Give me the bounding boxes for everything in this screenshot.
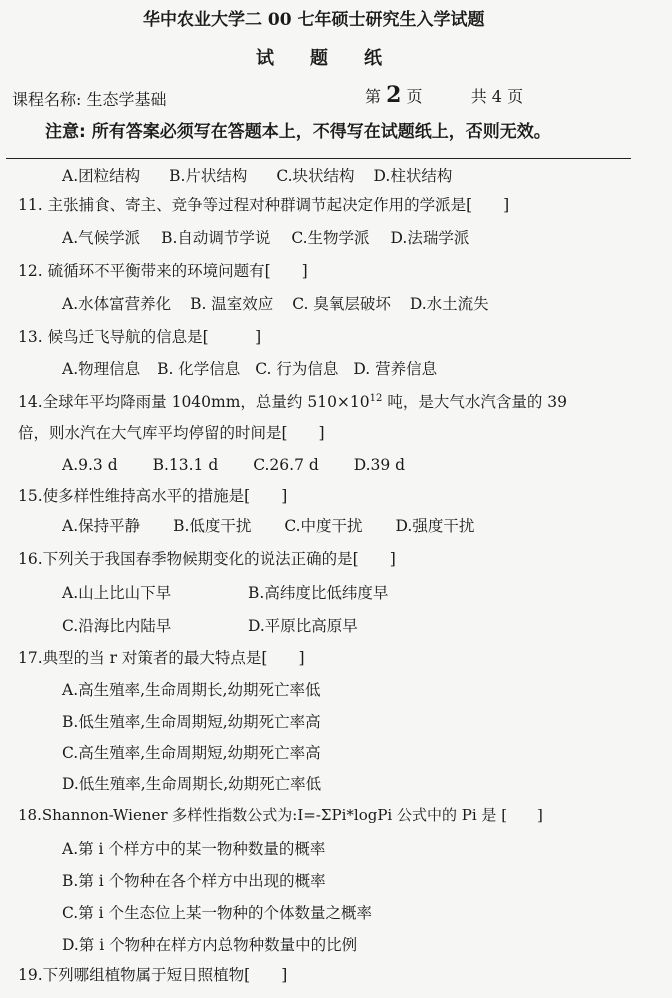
question-13: 13. 候鸟迁飞导航的信息是[ ] (18, 328, 262, 346)
q14-option-a: A.9.3 d (62, 456, 118, 474)
q11-option-b: B.自动调节学说 (161, 229, 271, 247)
q18-option-a: A.第 i 个样方中的某一物种数量的概率 (62, 840, 326, 858)
header-divider (6, 158, 631, 159)
q17-option-c: C.高生殖率,生命周期短,幼期死亡率高 (62, 744, 321, 762)
q12-option-b: B. 温室效应 (190, 295, 274, 313)
notice: 注意: 所有答案必须写在答题本上，不得写在试题纸上，否则无效。 (45, 122, 551, 142)
question-17: 17.典型的当 r 对策者的最大特点是[ ] (18, 649, 305, 667)
q13-option-d: D. 营养信息 (353, 360, 438, 378)
q15-option-a: A.保持平静 (62, 517, 141, 535)
page-current: 2 (386, 82, 402, 108)
question-14-line-1 (18, 394, 567, 411)
q13-option-b: B. 化学信息 (157, 360, 241, 378)
q10-option-a: A.团粒结构 (62, 167, 141, 185)
q15-options (62, 519, 474, 535)
q10-option-c: C.块状结构 (276, 167, 355, 185)
q11-option-a: A.气候学派 (62, 229, 141, 247)
page-prefix: 第 (365, 87, 382, 106)
q17-option-d: D.低生殖率,生命周期长,幼期死亡率低 (62, 775, 322, 793)
question-12: 12. 硫循环不平衡带来的环境问题有[ ] (18, 262, 308, 280)
q10-options (62, 169, 452, 185)
question-18: 18.Shannon-Wiener 多样性指数公式为:I=-ΣPi*logPi 公式中的 Pi 是 [ ] (18, 806, 543, 824)
page-indicator (365, 84, 523, 106)
page-total: 共 4 页 (470, 87, 524, 106)
q14-text-b: 吨，是大气水汽含量的 39 (382, 393, 567, 412)
q16-option-a: A.山上比山下早 (62, 584, 172, 602)
question-16: 16.下列关于我国春季物候期变化的说法正确的是[ ] (18, 550, 396, 568)
q17-option-b: B.低生殖率,生命周期短,幼期死亡率高 (62, 713, 321, 731)
q10-option-b: B.片状结构 (169, 167, 248, 185)
question-14-line-2: 倍，则水汽在大气库平均停留的时间是[ ] (18, 424, 325, 442)
university-title: 华中农业大学二 00 七年硕士研究生入学试题 (143, 10, 485, 30)
q15-option-c: C.中度干扰 (284, 517, 363, 535)
q14-option-b: B.13.1 d (152, 456, 219, 474)
q10-option-d: D.柱状结构 (373, 167, 453, 185)
q15-option-d: D.强度干扰 (395, 517, 475, 535)
q11-options (62, 231, 469, 247)
q11-option-c: C.生物学派 (291, 229, 370, 247)
q15-option-b: B.低度干扰 (173, 517, 252, 535)
q12-option-d: D.水土流失 (409, 295, 489, 313)
course-label: 课程名称: 生态学基础 (12, 90, 167, 109)
q13-option-c: C. 行为信息 (255, 360, 339, 378)
q14-exponent: 12 (369, 393, 383, 404)
paper-title: 试 题 纸 (256, 48, 382, 69)
q12-option-a: A.水体富营养化 (62, 295, 172, 313)
q18-option-d: D.第 i 个物种在样方内总物种数量中的比例 (62, 936, 358, 954)
page-mid: 页 (406, 87, 423, 106)
q11-option-d: D.法瑞学派 (390, 229, 470, 247)
q18-option-c: C.第 i 个生态位上某一物种的个体数量之概率 (62, 904, 373, 922)
q17-option-a: A.高生殖率,生命周期长,幼期死亡率低 (62, 681, 321, 699)
q14-option-d: D.39 d (353, 456, 406, 474)
q16-option-c: C.沿海比内陆早 (62, 617, 172, 635)
q18-option-b: B.第 i 个物种在各个样方中出现的概率 (62, 872, 326, 890)
q13-option-a: A.物理信息 (62, 360, 141, 378)
question-19: 19.下列哪组植物属于短日照植物[ ] (18, 966, 288, 984)
q16-option-b: B.高纬度比低纬度早 (248, 584, 389, 602)
question-15: 15.使多样性维持高水平的措施是[ ] (18, 487, 288, 505)
q13-options (62, 362, 437, 378)
question-11: 11. 主张捕食、寄主、竞争等过程对种群调节起决定作用的学派是[ ] (18, 196, 510, 214)
q16-option-d: D.平原比高原早 (248, 617, 358, 635)
q12-options (62, 297, 489, 313)
q14-option-c: C.26.7 d (253, 456, 319, 474)
q14-options (62, 458, 405, 474)
q14-text-a: 14.全球年平均降雨量 1040mm，总量约 510×10 (18, 393, 370, 412)
q12-option-c: C. 臭氧层破坏 (292, 295, 391, 313)
